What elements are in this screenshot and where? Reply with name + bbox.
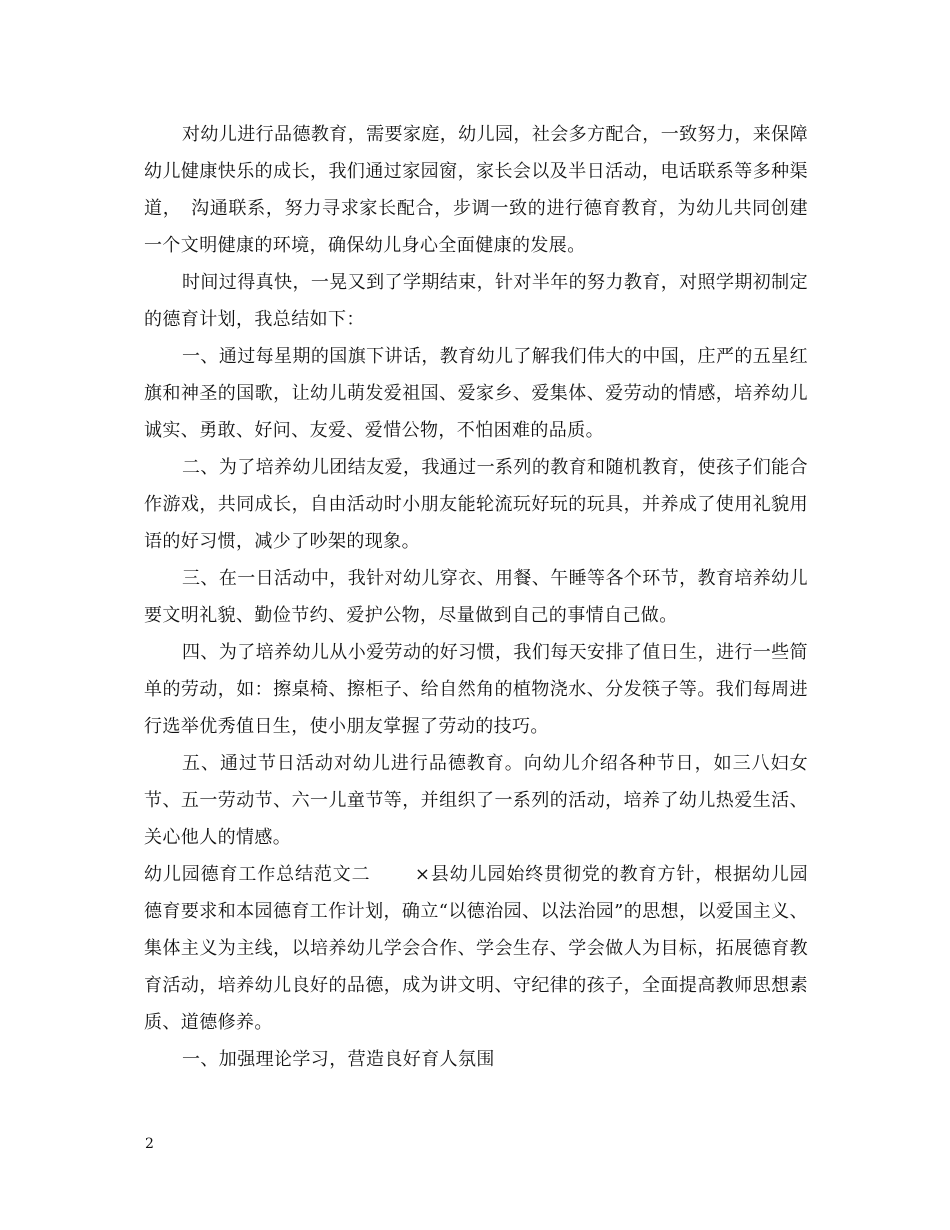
page-number: 2 <box>145 1136 154 1152</box>
paragraph-section-two: 幼儿园德育工作总结范文二 ×县幼儿园始终贯彻党的教育方针，根据幼儿园德育要求和本园德育工作计划，确立“以德治园、以法治园”的思想，以爱国主义、集体主义为主线，以培养幼儿学会合作、学会生存、学会做人为目标，拓展德育教育活动，培养幼儿良好的品德，成为讲文明、守纪律的孩子，全面提高教师思想素质、道德修养。 <box>144 864 808 1033</box>
paragraph-item-2: 二、为了培养幼儿团结友爱，我通过一系列的教育和随机教育，使孩子们能合作游戏，共同成长，自由活动时小朋友能轮流玩好玩的玩具，并养成了使用礼貌用语的好习惯，减少了吵架的现象。 <box>144 457 808 552</box>
paragraph-item-4: 四、为了培养幼儿从小爱劳动的好习惯，我们每天安排了值日生，进行一些简单的劳动，如：擦桌椅、擦柜子、给自然角的植物浇水、分发筷子等。我们每周进行选举优秀值日生，使小朋友掌握了劳动的技巧。 <box>144 642 808 737</box>
paragraph-item-5: 五、通过节日活动对幼儿进行品德教育。向幼儿介绍各种节日，如三八妇女节、五一劳动节、六一儿童节等，并组织了一系列的活动，培养了幼儿热爱生活、关心他人的情感。 <box>144 753 808 848</box>
paragraph-summary-lead: 时间过得真快，一晃又到了学期结束，针对半年的努力教育，对照学期初制定的德育计划，我总结如下： <box>144 272 808 330</box>
paragraph-intro: 对幼儿进行品德教育，需要家庭，幼儿园，社会多方配合，一致努力，来保障幼儿健康快乐的成长，我们通过家园窗，家长会以及半日活动，电话联系等多种渠道， 沟通联系，努力寻求家长配合，步调一致的进行德育教育，为幼儿共同创建一个文明健康的环境，确保幼儿身心全面健康的发展。 <box>144 124 808 256</box>
document-body <box>144 116 808 1078</box>
paragraph-heading-theory: 一、加强理论学习，营造良好育人氛围 <box>182 1049 495 1070</box>
paragraph-item-3: 三、在一日活动中，我针对幼儿穿衣、用餐、午睡等各个环节，教育培养幼儿要文明礼貌、勤俭节约、爱护公物，尽量做到自己的事情自己做。 <box>144 568 808 626</box>
paragraph-item-1: 一、通过每星期的国旗下讲话，教育幼儿了解我们伟大的中国，庄严的五星红旗和神圣的国歌，让幼儿萌发爱祖国、爱家乡、爱集体、爱劳动的情感，培养幼儿诚实、勇敢、好问、友爱、爱惜公物，不怕困难的品质。 <box>144 346 808 441</box>
